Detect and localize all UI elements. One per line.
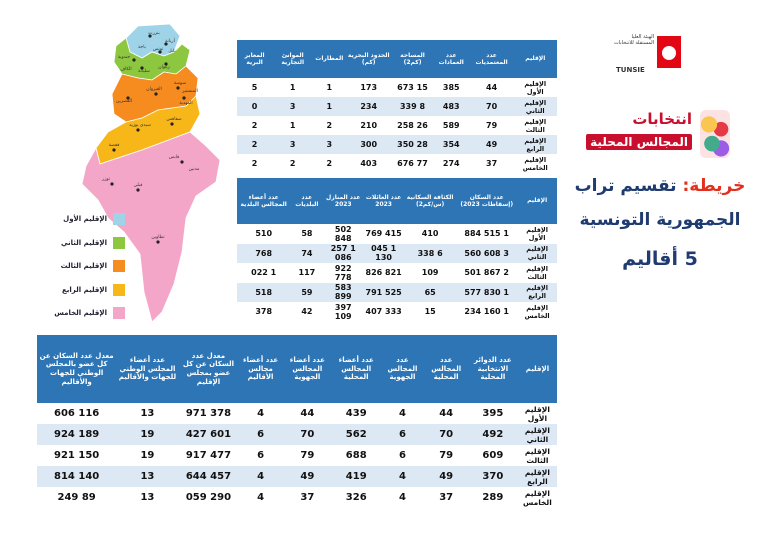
row-label: الإقليم الرابع <box>517 283 557 303</box>
table-cell: 44 <box>300 408 315 419</box>
legend-item <box>52 208 125 230</box>
table-cell: 49 <box>470 135 514 154</box>
legend-label: الإقليم الرابع <box>61 285 107 294</box>
table-header: الموانئ التجارية <box>272 40 313 78</box>
table-cell: 49 <box>283 466 332 487</box>
gov-label: سليانة <box>138 69 150 74</box>
table-cell: 688 <box>345 450 367 461</box>
table-cell: 1 <box>313 97 345 116</box>
table-cell: 300 <box>345 135 392 154</box>
table-cell: 6 338 <box>404 244 456 264</box>
table-cell: 768 <box>237 244 290 264</box>
table-header: المساحة (كم2) <box>392 40 433 78</box>
table-cell: 2 <box>251 121 258 130</box>
table-cell: 89 249 <box>57 492 96 503</box>
gov-label: زغوان <box>158 65 170 70</box>
table-cell: 821 826 <box>365 268 402 278</box>
table-cell: 3 <box>272 135 313 154</box>
table-cell: 150 921 <box>54 450 100 461</box>
table-cell: 37 <box>300 492 315 503</box>
row-label: الإقليم الثالث <box>524 446 550 465</box>
table-cell: 1 <box>289 83 296 92</box>
table-cell: 403 <box>360 159 378 168</box>
legend-label: الإقليم الخامس <box>54 309 107 317</box>
tunisia-flag-icon <box>657 36 681 68</box>
gov-label: سوسة <box>173 81 187 86</box>
table-cell: 492 <box>468 424 518 445</box>
table-cell: 58 <box>301 229 313 239</box>
row-label: الإقليم الخامس <box>522 155 548 172</box>
table-cell: 4 <box>257 408 265 419</box>
table-cell: 1 022 <box>251 268 277 278</box>
table-cell: 354 <box>433 135 470 154</box>
table-row <box>237 135 557 154</box>
table-header: الإقليم <box>517 178 557 224</box>
gov-label: بنزرت <box>148 31 160 36</box>
table-header: عدد أعضاء المجلس الوطني للجهات والأقاليم <box>116 335 178 403</box>
table-cell: 601 427 <box>179 424 239 445</box>
table-cell: 6 <box>238 424 283 445</box>
table-cell: 42 <box>301 307 313 317</box>
table-cell: 140 814 <box>37 466 116 487</box>
legend-swatch <box>113 213 125 225</box>
row-label: الإقليم الأول <box>524 404 550 423</box>
table-cell: 116 606 <box>54 408 100 419</box>
row-label: الإقليم الأول <box>524 79 547 96</box>
row-label: الإقليم الخامس <box>522 488 552 507</box>
table-header: عدد الدوائر الانتخابية المحلية <box>468 335 518 403</box>
table-cell: 510 <box>255 229 273 239</box>
table-cell: 210 <box>360 121 378 130</box>
legend-item <box>52 255 125 277</box>
legend-swatch <box>113 260 125 272</box>
table-header: عدد العمادات <box>433 40 470 78</box>
gov-label: قفصة <box>108 143 120 148</box>
table-cell: 4 <box>381 466 425 487</box>
table-row <box>37 424 557 445</box>
table-header: معدل عدد السكان عن كل عضو بمجلس الإقليم <box>179 335 239 403</box>
gov-label: صفاقس <box>166 117 182 122</box>
legend-item <box>52 279 125 301</box>
legend-swatch <box>113 237 125 249</box>
table-cell: 1 <box>289 121 296 130</box>
table-cell: 1 830 577 <box>456 283 517 303</box>
table-cell: 2 <box>326 121 333 130</box>
table-cell: 13 <box>140 408 155 419</box>
table-cell: 378 <box>255 307 273 317</box>
table-cell: 2 <box>289 159 296 168</box>
legend-swatch <box>113 284 125 296</box>
table-row <box>237 97 557 116</box>
table-row <box>37 487 557 508</box>
title-line-3: 5 أقاليم <box>622 248 698 270</box>
table-cell: 2 <box>326 159 333 168</box>
table-cell: 37 <box>439 492 454 503</box>
table-cell: 0 <box>237 97 272 116</box>
gov-label: نابل <box>168 49 176 54</box>
gov-label: قابس <box>168 155 180 160</box>
elections-logo-line2: المجالس المحلية <box>586 134 692 150</box>
table-cell: 4 <box>238 466 283 487</box>
table-cell: 562 <box>332 424 381 445</box>
row-label: الإقليم الرابع <box>518 466 557 487</box>
table-header: عدد المجالس المحلية <box>424 335 468 403</box>
table-cell: 70 <box>283 424 332 445</box>
gov-label: القيروان <box>146 87 162 92</box>
table-row <box>237 154 557 173</box>
table-header: الحدود البحرية (كم) <box>345 40 392 78</box>
table-cell: 70 <box>424 424 468 445</box>
row-label: الإقليم الثاني <box>514 97 557 116</box>
title-line-1 <box>570 176 750 196</box>
row-label: الإقليم الثاني <box>517 244 557 264</box>
table-header: عدد المجالس الجهوية <box>381 335 425 403</box>
legend-item <box>52 232 125 254</box>
table-cell: 378 971 <box>185 408 232 419</box>
table-row <box>37 403 557 424</box>
table-cell: 3 608 560 <box>456 244 517 264</box>
geography-table <box>237 40 557 173</box>
row-label: الإقليم الرابع <box>514 135 557 154</box>
title-prefix: خريطة: <box>682 176 746 196</box>
gov-label: قبلي <box>133 183 143 188</box>
map-legend <box>52 208 125 326</box>
table-cell: 410 <box>421 229 439 239</box>
table-header: المطارات <box>313 40 345 78</box>
table-header: عدد أعضاء المجالس الجهوية <box>283 335 332 403</box>
gov-label: تونس <box>152 47 164 52</box>
gov-label: تطاوين <box>151 235 165 240</box>
gov-label: جندوبة <box>117 55 131 60</box>
table-cell: 415 769 <box>365 229 402 239</box>
table-header: الكثافة السكانية (س/كم2) <box>404 178 456 224</box>
table-cell: 502 848 <box>334 224 352 243</box>
table-row <box>237 263 557 283</box>
table-cell: 13 <box>116 466 178 487</box>
table-cell: 1 160 234 <box>464 307 509 317</box>
table-header: عدد أعضاء المجالس البلدية <box>237 178 290 224</box>
table-row <box>237 302 557 322</box>
table-row <box>237 283 557 303</box>
title-line-2: الجمهورية التونسية <box>579 210 741 230</box>
table-cell: 6 <box>399 450 406 461</box>
table-cell: 4 <box>257 492 265 503</box>
table-cell: 74 <box>290 244 323 264</box>
table-cell: 28 350 <box>392 135 433 154</box>
table-cell: 37 <box>486 159 498 168</box>
table-cell: 1 045 130 <box>363 244 404 264</box>
table-cell: 59 <box>290 283 323 303</box>
table-cell: 477 917 <box>185 450 232 461</box>
table-row <box>237 224 557 244</box>
table-cell: 385 <box>442 83 460 92</box>
table-cell: 609 <box>482 450 504 461</box>
elections-emblem-icon <box>700 110 730 158</box>
table-header: عدد المنازل 2023 <box>323 178 363 224</box>
table-cell: 8 339 <box>392 97 433 116</box>
table-cell: 77 676 <box>397 159 428 168</box>
table-cell: 922 778 <box>334 263 352 282</box>
gov-label: سيدي بوزيد <box>129 123 151 128</box>
gov-label: مدنين <box>188 167 200 172</box>
table-cell: 3 <box>272 97 313 116</box>
table-cell: 234 <box>345 97 392 116</box>
table-cell: 5 <box>251 83 258 92</box>
councils-table <box>37 335 557 508</box>
table-cell: 370 <box>468 466 518 487</box>
table-cell: 2 <box>251 159 258 168</box>
table-header: عدد العائلات 2023 <box>363 178 404 224</box>
table-cell: 1 515 884 <box>464 229 509 239</box>
legend-label: الإقليم الثالث <box>60 262 107 270</box>
table-cell: 65 <box>404 283 456 303</box>
table-cell: 439 <box>345 408 367 419</box>
table-header: المعابر البرية <box>237 40 272 78</box>
title-text: تقسيم تراب <box>574 176 677 196</box>
table-cell: 518 <box>237 283 290 303</box>
table-cell: 583 899 <box>323 283 363 303</box>
table-cell: 525 791 <box>363 283 404 303</box>
table-cell: 2 <box>237 135 272 154</box>
table-cell: 19 <box>140 450 155 461</box>
gov-label: باجة <box>138 45 146 50</box>
elections-logo-line1: انتخابات <box>632 110 692 128</box>
table-row <box>37 466 557 487</box>
authority-name: الهيئة العليا المستقلة للانتخابات <box>613 34 654 46</box>
table-header: عدد أعضاء مجالس الأقاليم <box>238 335 283 403</box>
gov-label: المهدية <box>179 101 193 106</box>
table-cell: 6 <box>257 450 265 461</box>
table-cell: 109 <box>421 268 439 278</box>
table-cell: 333 407 <box>365 307 402 317</box>
table-row <box>37 445 557 466</box>
gov-label: أريانة <box>165 39 175 44</box>
table-cell: 6 <box>381 424 425 445</box>
table-header: الإقليم <box>514 40 557 78</box>
gov-label: القصرين <box>116 99 132 104</box>
table-row <box>237 116 557 135</box>
legend-label: الإقليم الأول <box>63 215 107 223</box>
table-cell: 4 <box>399 492 406 503</box>
table-cell: 3 <box>313 135 345 154</box>
legend-item <box>52 302 125 324</box>
table-cell: 15 <box>424 307 436 317</box>
elections-logo <box>582 108 732 160</box>
table-cell: 189 924 <box>37 424 116 445</box>
table-header: عدد السكان (إسقاطات 2023) <box>456 178 517 224</box>
legend-swatch <box>113 307 125 319</box>
table-cell: 4 <box>399 408 406 419</box>
table-cell: 19 <box>116 424 178 445</box>
population-table <box>237 178 557 322</box>
table-cell: 79 <box>486 121 498 130</box>
table-cell: 79 <box>300 450 315 461</box>
table-cell: 79 <box>439 450 454 461</box>
table-header: عدد البلديات <box>290 178 323 224</box>
table-header: معدل عدد السكان عن كل عضو بالمجلس الوطني للجهات والأقاليم <box>37 335 116 403</box>
legend-label: الإقليم الثاني <box>60 238 107 247</box>
table-cell: 15 673 <box>397 83 428 92</box>
table-cell: 44 <box>486 83 498 92</box>
row-label: الإقليم الثاني <box>518 424 557 445</box>
row-label: الإقليم الأول <box>526 225 548 242</box>
table-cell: 326 <box>345 492 367 503</box>
table-header: عدد أعضاء المجالس المحلية <box>332 335 381 403</box>
table-cell: 13 <box>140 492 155 503</box>
table-cell: 2 867 501 <box>464 268 509 278</box>
table-cell: 274 <box>442 159 460 168</box>
table-cell: 483 <box>433 97 470 116</box>
table-cell: 289 <box>482 492 504 503</box>
gov-label: المنستير <box>182 89 198 94</box>
row-label: الإقليم الثالث <box>526 264 548 281</box>
table-cell: 457 644 <box>179 466 239 487</box>
table-cell: 117 <box>298 268 316 278</box>
table-cell: 26 258 <box>397 121 428 130</box>
table-cell: 419 <box>332 466 381 487</box>
table-cell: 1 257 086 <box>323 244 363 264</box>
table-cell: 1 <box>326 83 333 92</box>
table-cell: 589 <box>442 121 460 130</box>
table-cell: 70 <box>470 97 514 116</box>
table-cell: 397 109 <box>334 302 352 321</box>
table-cell: 49 <box>424 466 468 487</box>
gov-label: الكاف <box>120 67 132 72</box>
row-label: الإقليم الخامس <box>524 303 550 320</box>
table-cell: 290 059 <box>185 492 232 503</box>
table-cell: 395 <box>482 408 504 419</box>
table-row <box>237 78 557 97</box>
authority-acronym: TUNSIE <box>616 66 645 74</box>
table-header: عدد المعتمديات <box>470 40 514 78</box>
table-header: الإقليم <box>518 335 557 403</box>
gov-label: توزر <box>102 177 110 182</box>
row-label: الإقليم الثالث <box>524 117 547 134</box>
table-row <box>237 244 557 264</box>
table-cell: 173 <box>360 83 378 92</box>
table-cell: 44 <box>439 408 454 419</box>
